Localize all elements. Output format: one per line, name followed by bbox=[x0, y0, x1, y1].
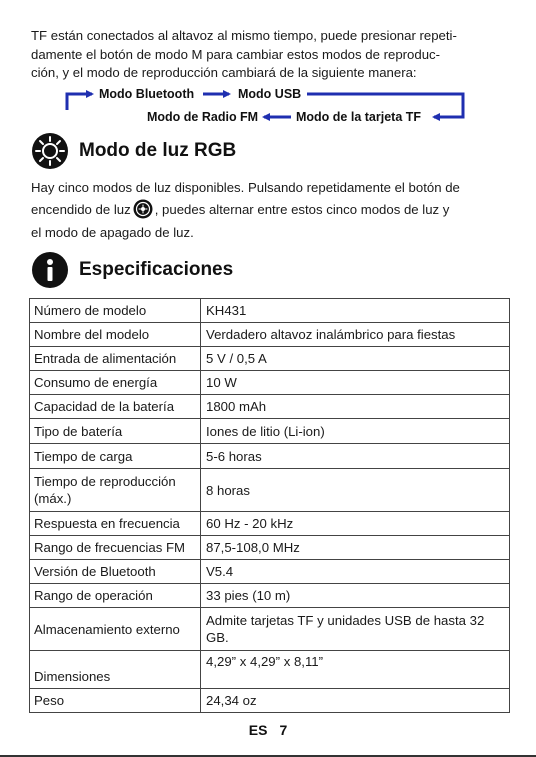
table-row bbox=[30, 608, 510, 651]
rgb-line-3: el modo de apagado de luz. bbox=[31, 224, 194, 240]
intro-line-1: TF están conectados al altavoz al mismo tiempo, puede presionar repeti- bbox=[31, 28, 457, 43]
page-footer bbox=[0, 722, 536, 738]
table-row bbox=[30, 323, 510, 347]
spec-value: 4,29” x 4,29” x 8,11” bbox=[201, 651, 510, 689]
intro-paragraph bbox=[31, 27, 509, 83]
table-row bbox=[30, 395, 510, 419]
language-code: ES bbox=[248, 722, 268, 738]
table-row bbox=[30, 419, 510, 444]
intro-line-2: damente el botón de modo M para cambiar estos modos de reproduc- bbox=[31, 46, 441, 62]
spec-label: Rango de frecuencias FM bbox=[30, 536, 201, 560]
spec-value: Iones de litio (Li-ion) bbox=[201, 419, 510, 444]
rgb-section-header bbox=[31, 132, 236, 170]
spec-label: Rango de operación bbox=[30, 584, 201, 608]
rgb-section-title: Modo de luz RGB bbox=[79, 140, 237, 161]
specifications-table bbox=[29, 298, 510, 713]
arrow-tf-to-bluetooth bbox=[67, 94, 92, 110]
spec-value: Verdadero altavoz inalámbrico para fiestas bbox=[201, 323, 510, 347]
spec-value: 24,34 oz bbox=[201, 689, 510, 713]
spec-label: Respuesta en frecuencia bbox=[30, 512, 201, 536]
spec-value: 10 W bbox=[201, 371, 510, 395]
spec-label: Consumo de energía bbox=[30, 371, 201, 395]
spec-label: Peso bbox=[30, 689, 201, 713]
table-row bbox=[30, 512, 510, 536]
flow-radio-mode: Modo de Radio FM bbox=[147, 110, 259, 124]
rgb-line-2b: , puedes alternar entre estos cinco modos de luz y bbox=[154, 202, 450, 218]
info-icon bbox=[31, 251, 69, 289]
spec-value: 1800 mAh bbox=[201, 395, 510, 419]
spec-label: Entrada de alimentación bbox=[30, 347, 201, 371]
spec-label: Tiempo de reproducción (máx.) bbox=[30, 469, 201, 512]
spec-label: Tipo de batería bbox=[30, 419, 201, 444]
spec-value: 5 V / 0,5 A bbox=[201, 347, 510, 371]
light-button-icon bbox=[133, 199, 153, 219]
spec-value: 60 Hz - 20 kHz bbox=[201, 512, 510, 536]
spec-label: Tiempo de carga bbox=[30, 444, 201, 469]
specs-section-title: Especificaciones bbox=[79, 259, 234, 280]
table-row bbox=[30, 444, 510, 469]
spec-value: 5-6 horas bbox=[201, 444, 510, 469]
flow-bluetooth-mode: Modo Bluetooth bbox=[99, 87, 195, 101]
spec-value: Admite tarjetas TF y unidades USB de hasta 32 GB. bbox=[201, 608, 510, 651]
table-row bbox=[30, 536, 510, 560]
spec-value: 33 pies (10 m) bbox=[201, 584, 510, 608]
light-bulb-icon bbox=[31, 132, 69, 170]
spec-label: Versión de Bluetooth bbox=[30, 560, 201, 584]
flow-usb-mode: Modo USB bbox=[238, 87, 302, 101]
table-row bbox=[30, 347, 510, 371]
specs-section-header bbox=[31, 251, 233, 289]
table-row bbox=[30, 689, 510, 713]
spec-value: V5.4 bbox=[201, 560, 510, 584]
spec-label: Dimensiones bbox=[30, 651, 201, 689]
page-number: 7 bbox=[279, 722, 288, 738]
table-row bbox=[30, 651, 510, 689]
rgb-line-1: Hay cinco modos de luz disponibles. Pulsando repetidamente el botón de bbox=[31, 180, 460, 195]
spec-label: Número de modelo bbox=[30, 299, 201, 323]
flow-tf-mode: Modo de la tarjeta TF bbox=[296, 110, 422, 124]
spec-label: Nombre del modelo bbox=[30, 323, 201, 347]
mode-cycle-diagram bbox=[0, 80, 536, 126]
table-row bbox=[30, 371, 510, 395]
rgb-line-2a: encendido de luz bbox=[31, 202, 131, 218]
table-row bbox=[30, 469, 510, 512]
spec-label: Almacenamiento externo bbox=[30, 608, 201, 651]
table-row bbox=[30, 560, 510, 584]
intro-line-3: ción, y el modo de reproducción cambiará de la siguiente manera: bbox=[31, 65, 417, 81]
spec-label: Capacidad de la batería bbox=[30, 395, 201, 419]
rgb-description bbox=[31, 177, 509, 244]
table-row bbox=[30, 299, 510, 323]
spec-value: KH431 bbox=[201, 299, 510, 323]
spec-value: 8 horas bbox=[201, 469, 510, 512]
spec-value: 87,5-108,0 MHz bbox=[201, 536, 510, 560]
table-row bbox=[30, 584, 510, 608]
